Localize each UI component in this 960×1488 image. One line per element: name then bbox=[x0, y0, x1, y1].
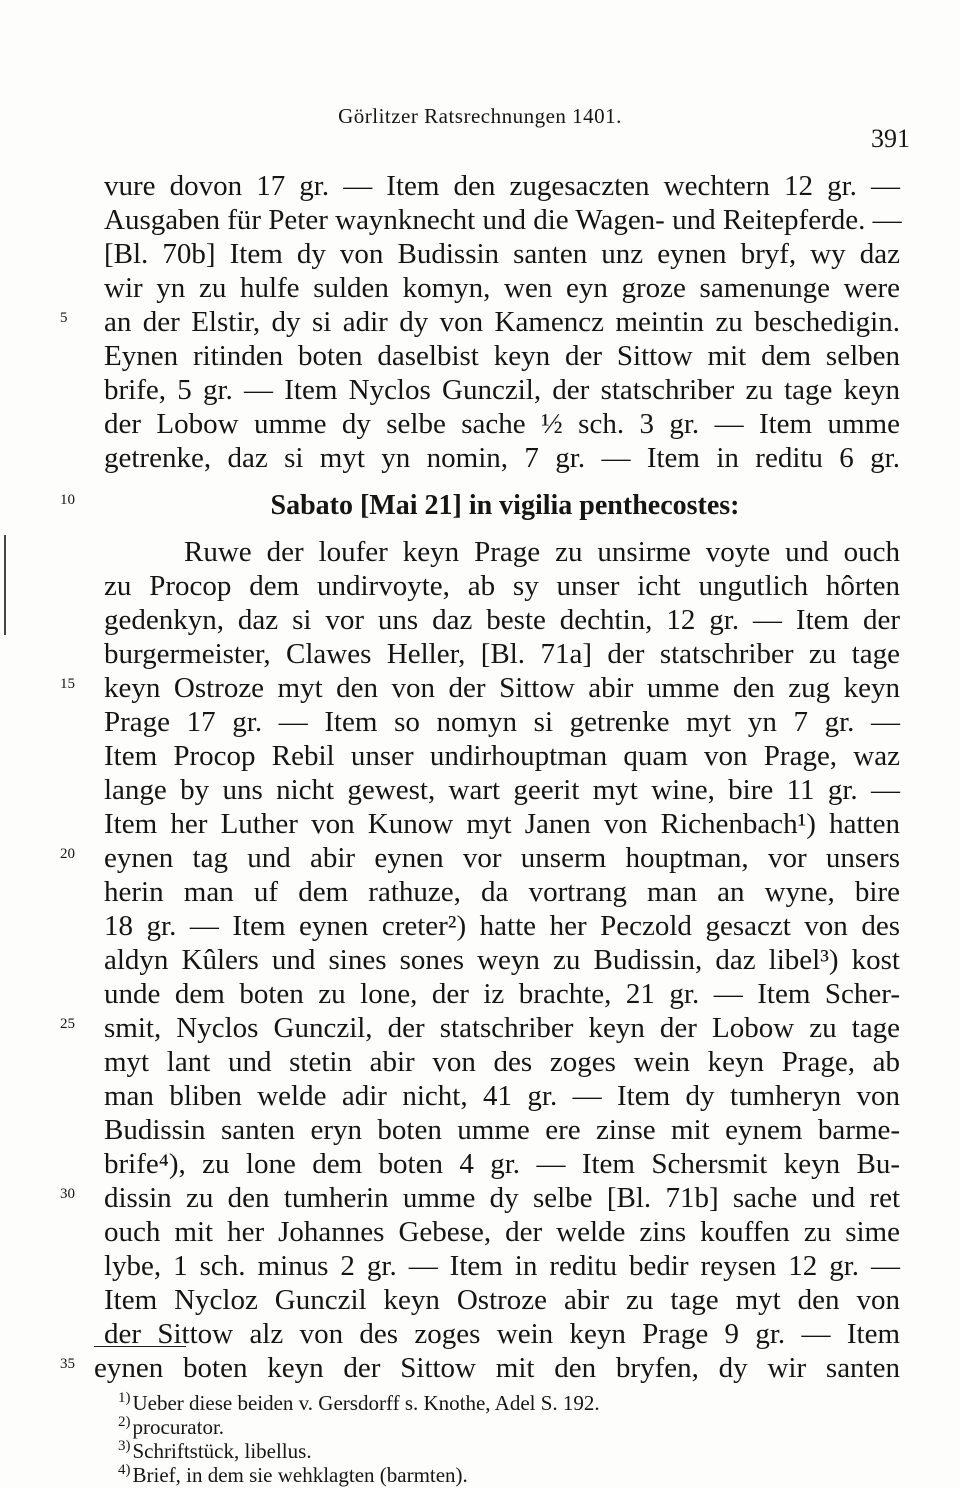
line-number: 25 bbox=[60, 1016, 75, 1032]
text-line: 18 gr. — Item eynen creter²) hatte her Peczold gesaczt von des bbox=[104, 910, 900, 942]
text-line: Item her Luther von Kunow myt Janen von Richenbach¹) hatten bbox=[104, 808, 900, 840]
text-line: lange by uns nicht gewest, wart geerit myt wine, bire 11 gr. — bbox=[104, 774, 900, 806]
text-line: gedenkyn, daz si vor uns daz beste dechtin, 12 gr. — Item der bbox=[104, 604, 900, 636]
text-line: man bliben welde adir nicht, 41 gr. — Item dy tumheryn von bbox=[104, 1080, 900, 1112]
text-line: smit, Nyclos Gunczil, der statschriber keyn der Lobow zu tage bbox=[104, 1012, 900, 1044]
text-line: Budissin santen eryn boten umme ere zinse mit eynem barme- bbox=[104, 1114, 900, 1146]
footnote-text: Schriftstück, libellus. bbox=[132, 1439, 312, 1463]
text-line: lybe, 1 sch. minus 2 gr. — Item in reditu bedir reysen 12 gr. — bbox=[104, 1250, 900, 1282]
text-line: Ruwe der loufer keyn Prage zu unsirme voyte und ouch bbox=[184, 536, 900, 568]
text-line: dissin zu den tumherin umme dy selbe [Bl. 71b] sache und ret bbox=[104, 1182, 900, 1214]
text-line: eynen tag und abir eynen vor unserm houptman, vor unsers bbox=[104, 842, 900, 874]
text-line: getrenke, daz si myt yn nomin, 7 gr. — Item in reditu 6 gr. bbox=[104, 442, 900, 474]
page-number: 391 bbox=[871, 124, 910, 153]
line-number: 35 bbox=[60, 1356, 75, 1372]
line-number: 10 bbox=[60, 492, 75, 508]
footnote-marker: 3) bbox=[118, 1438, 131, 1454]
text-line: Prage 17 gr. — Item so nomyn si getrenke myt yn 7 gr. — bbox=[104, 706, 900, 738]
footnote-text: Ueber diese beiden v. Gersdorff s. Knothe, Adel S. 192. bbox=[132, 1391, 600, 1415]
text-line: an der Elstir, dy si adir dy von Kamencz meintin zu beschedigin. bbox=[104, 306, 900, 338]
running-header: Görlitzer Ratsrechnungen 1401. bbox=[338, 104, 622, 128]
text-line: [Bl. 70b] Item dy von Budissin santen unz eynen bryf, wy daz bbox=[104, 238, 900, 270]
text-line: der Sittow alz von des zoges wein keyn Prage 9 gr. — Item bbox=[104, 1318, 900, 1350]
text-line: Item Procop Rebil unser undirhouptman quam von Prage, waz bbox=[104, 740, 900, 772]
footnote-rule bbox=[94, 1346, 186, 1347]
text-line: burgermeister, Clawes Heller, [Bl. 71a] der statschriber zu tage bbox=[104, 638, 900, 670]
text-line: ouch mit her Johannes Gebese, der welde zins kouffen zu sime bbox=[104, 1216, 900, 1248]
footnote-text: Brief, in dem sie wehklagten (barmten). bbox=[132, 1463, 468, 1487]
margin-mark bbox=[4, 535, 6, 635]
line-number: 20 bbox=[60, 846, 75, 862]
text-line: keyn Ostroze myt den von der Sittow abir umme den zug keyn bbox=[104, 672, 900, 704]
text-line: herin man uf dem rathuze, da vortrang man an wyne, bire bbox=[104, 876, 900, 908]
line-number: 15 bbox=[60, 676, 75, 692]
footnote-text: procurator. bbox=[132, 1415, 225, 1439]
text-line: unde dem boten zu lone, der iz brachte, 21 gr. — Item Scher- bbox=[104, 978, 900, 1010]
footnote bbox=[118, 1458, 468, 1487]
footnote-marker: 2) bbox=[118, 1414, 131, 1430]
line-number: 30 bbox=[60, 1186, 75, 1202]
text-line: wir yn zu hulfe sulden komyn, wen eyn groze samenunge were bbox=[104, 272, 900, 304]
text-line: aldyn Kûlers und sines sones weyn zu Budissin, daz libel³) kost bbox=[104, 944, 900, 976]
text-line: brife⁴), zu lone dem boten 4 gr. — Item Schersmit keyn Bu- bbox=[104, 1148, 900, 1180]
text-line: brife, 5 gr. — Item Nyclos Gunczil, der statschriber zu tage keyn bbox=[104, 374, 900, 406]
text-line: Ausgaben für Peter waynknecht und die Wagen- und Reitepferde. — bbox=[104, 204, 902, 236]
footnote-marker: 1) bbox=[118, 1390, 131, 1406]
text-line: der Lobow umme dy selbe sache ½ sch. 3 gr. — Item umme bbox=[104, 408, 900, 440]
text-line: eynen boten keyn der Sittow mit den bryfen, dy wir santen bbox=[94, 1352, 900, 1384]
footnote-marker: 4) bbox=[118, 1462, 131, 1478]
text-line: vure dovon 17 gr. — Item den zugesaczten wechtern 12 gr. — bbox=[104, 170, 900, 202]
text-line: Eynen ritinden boten daselbist keyn der Sittow mit dem selben bbox=[104, 340, 900, 372]
text-line: zu Procop dem undirvoyte, ab sy unser icht ungutlich hôrten bbox=[104, 570, 900, 602]
section-heading: Sabato [Mai 21] in vigilia penthecostes: bbox=[270, 490, 740, 521]
text-line: Item Nycloz Gunczil keyn Ostroze abir zu tage myt den von bbox=[104, 1284, 900, 1316]
text-line: myt lant und stetin abir von des zoges wein keyn Prage, ab bbox=[104, 1046, 900, 1078]
line-number: 5 bbox=[60, 310, 68, 326]
